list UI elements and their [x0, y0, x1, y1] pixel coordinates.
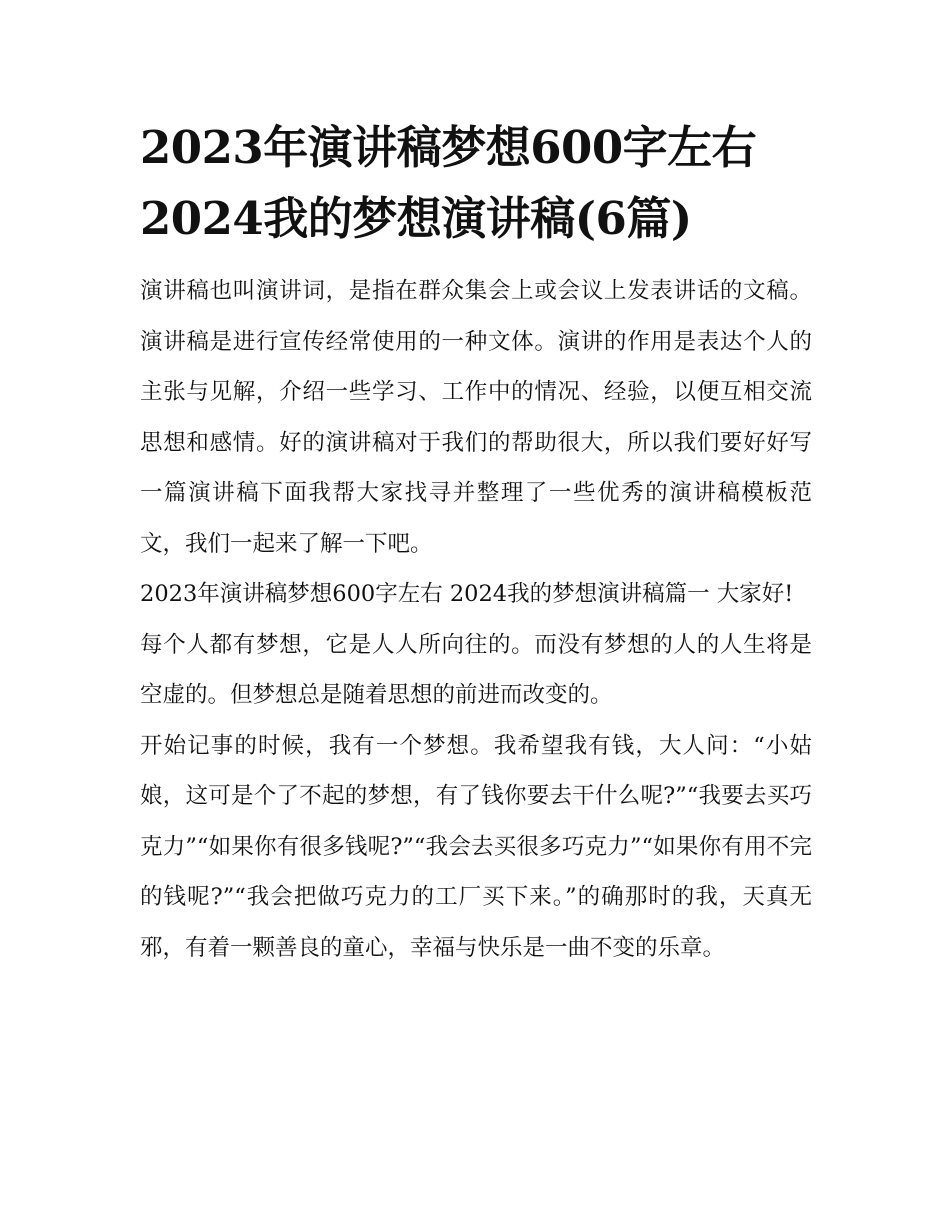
section-heading-paragraph: 2023年演讲稿梦想600字左右 2024我的梦想演讲稿篇一 大家好! [140, 581, 794, 607]
document-title: 2023年演讲稿梦想600字左右 2024我的梦想演讲稿(6篇) [140, 121, 757, 245]
body-paragraph: 每个人都有梦想，它是人人所向往的。而没有梦想的人的人生将是空虚的。但梦想总是随着思想的前进而改变的。 [140, 631, 812, 708]
document-page [140, 112, 812, 973]
intro-paragraph: 演讲稿也叫演讲词，是指在群众集会上或会议上发表讲话的文稿。演讲稿是进行宣传经常使用的一种文体。演讲的作用是表达个人的主张与见解，介绍一些学习、工作中的情况、经验，以便互相交流思想和感情。好的演讲稿对于我们的帮助很大，所以我们要好好写一篇演讲稿下面我帮大家找寻并整理了一些优秀的演讲稿模板范文，我们一起来了解一下吧。 [140, 278, 812, 557]
body-paragraph: 开始记事的时候，我有一个梦想。我希望我有钱，大人问：“小姑娘，这可是个了不起的梦想，有了钱你要去干什么呢?”“我要去买巧克力”“如果你有很多钱呢?”“我会去买很多巧克力”“如果你有用不完的钱呢?”“我会把做巧克力的工厂买下来。”的确那时的我，天真无邪，有着一颗善良的童心，幸福与快乐是一曲不变的乐章。 [140, 732, 812, 961]
